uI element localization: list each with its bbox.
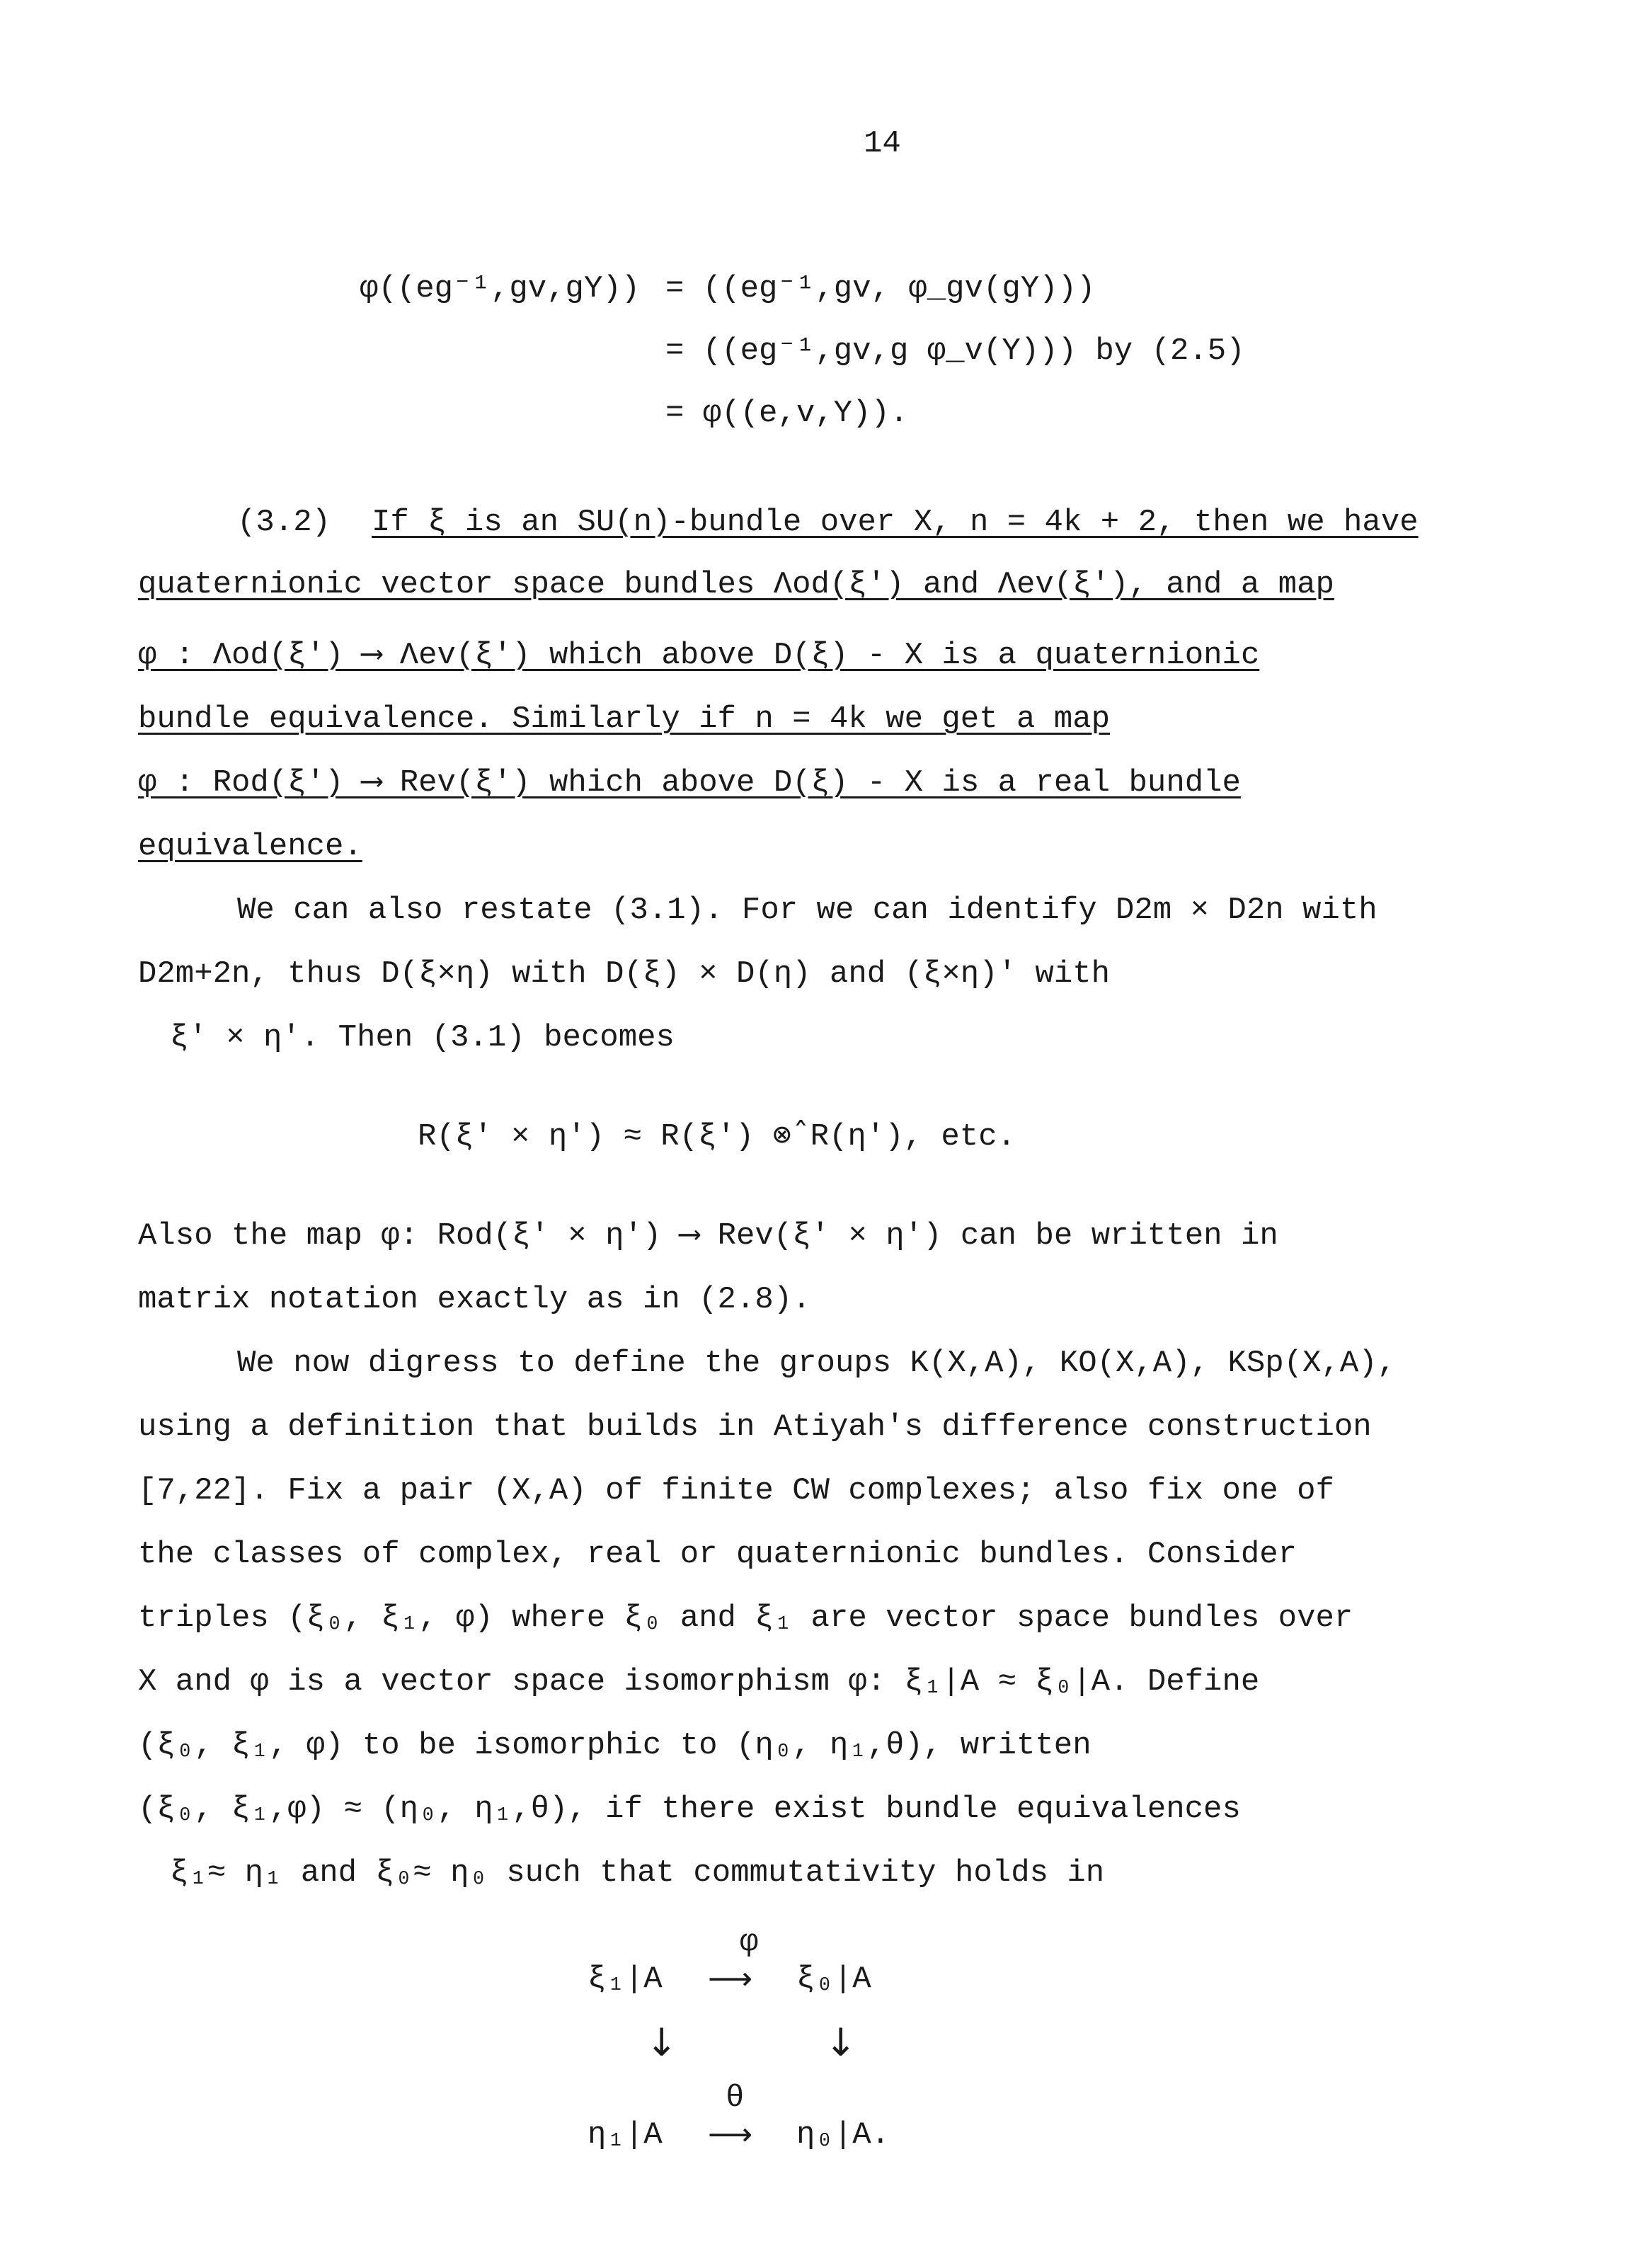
proposition-line-6: equivalence.: [138, 829, 362, 864]
diagram-right-arrow-icon: ↓: [825, 2020, 857, 2065]
diagram-bottom-left: η₁|A: [588, 2117, 663, 2153]
diagram-left-arrow-icon: ↓: [646, 2020, 678, 2065]
diagram-top-label: φ: [740, 1925, 759, 1960]
restate-line-5: matrix notation exactly as in (2.8).: [138, 1282, 811, 1317]
proposition-line-5: φ : Rod(ξ') ⟶ Rev(ξ') which above D(ξ) - X is a real bundle: [138, 765, 1241, 801]
digress-line-6: X and φ is a vector space isomorphism φ: ξ₁|A ≈ ξ₀|A. Define: [138, 1664, 1260, 1700]
digress-line-2: using a definition that builds in Atiyah's difference construction: [138, 1409, 1372, 1445]
proposition-line-4: bundle equivalence. Similarly if n = 4k we get a map: [138, 701, 1111, 737]
digress-line-8: (ξ₀, ξ₁,φ) ≈ (η₀, η₁,θ), if there exist bundle equivalences: [138, 1792, 1241, 1827]
restate-line-2: D2m+2n, thus D(ξ×η) with D(ξ) × D(η) and (ξ×η)' with: [138, 956, 1111, 992]
proposition-line-2: quaternionic vector space bundles Λod(ξ') and Λev(ξ'), and a map: [138, 567, 1334, 602]
digress-line-5: triples (ξ₀, ξ₁, φ) where ξ₀ and ξ₁ are vector space bundles over: [138, 1600, 1353, 1636]
page-number: 14: [864, 126, 901, 161]
digress-line-3: [7,22]. Fix a pair (X,A) of finite CW complexes; also fix one of: [138, 1473, 1334, 1508]
restate-line-4: Also the map φ: Rod(ξ' × η') ⟶ Rev(ξ' × η') can be written in: [138, 1218, 1278, 1254]
digress-line-7: (ξ₀, ξ₁, φ) to be isomorphic to (η₀, η₁,θ), written: [138, 1728, 1092, 1763]
digress-line-4: the classes of complex, real or quaternionic bundles. Consider: [138, 1537, 1297, 1572]
equation-line-1-lhs: φ((eg⁻¹,gv,gY)): [360, 271, 641, 307]
restate-display-formula: R(ξ' × η') ≈ R(ξ') ⊗̂ R(η'), etc.: [418, 1119, 1016, 1155]
diagram-top-arrow-icon: ⟶: [708, 1961, 753, 1997]
restate-line-1: We can also restate (3.1). For we can identify D2m × D2n with: [237, 893, 1377, 928]
restate-line-3: ξ' × η'. Then (3.1) becomes: [170, 1020, 675, 1055]
diagram-bottom-right: η₀|A.: [796, 2117, 890, 2153]
equation-line-3-rhs: = φ((e,v,Y)).: [665, 396, 909, 431]
proposition-line-3: φ : Λod(ξ') ⟶ Λev(ξ') which above D(ξ) - X is a quaternionic: [138, 638, 1260, 673]
diagram-top-right: ξ₀|A: [796, 1961, 871, 1997]
digress-line-1: We now digress to define the groups K(X,A), KO(X,A), KSp(X,A),: [237, 1346, 1397, 1381]
proposition-number: (3.2): [237, 505, 331, 540]
equation-line-1-rhs: = ((eg⁻¹,gv, φ_gv(gY))): [665, 271, 1096, 307]
equation-line-2-rhs: = ((eg⁻¹,gv,g φ_v(Y))) by (2.5): [665, 333, 1245, 369]
digress-line-9: ξ₁≈ η₁ and ξ₀≈ η₀ such that commutativity holds in: [170, 1855, 1105, 1891]
proposition-line-1: If ξ is an SU(n)-bundle over X, n = 4k + 2, then we have: [372, 505, 1419, 540]
diagram-top-left: ξ₁|A: [588, 1961, 663, 1997]
diagram-bottom-arrow-icon: ⟶: [708, 2117, 753, 2153]
diagram-bottom-label: θ: [726, 2080, 745, 2116]
